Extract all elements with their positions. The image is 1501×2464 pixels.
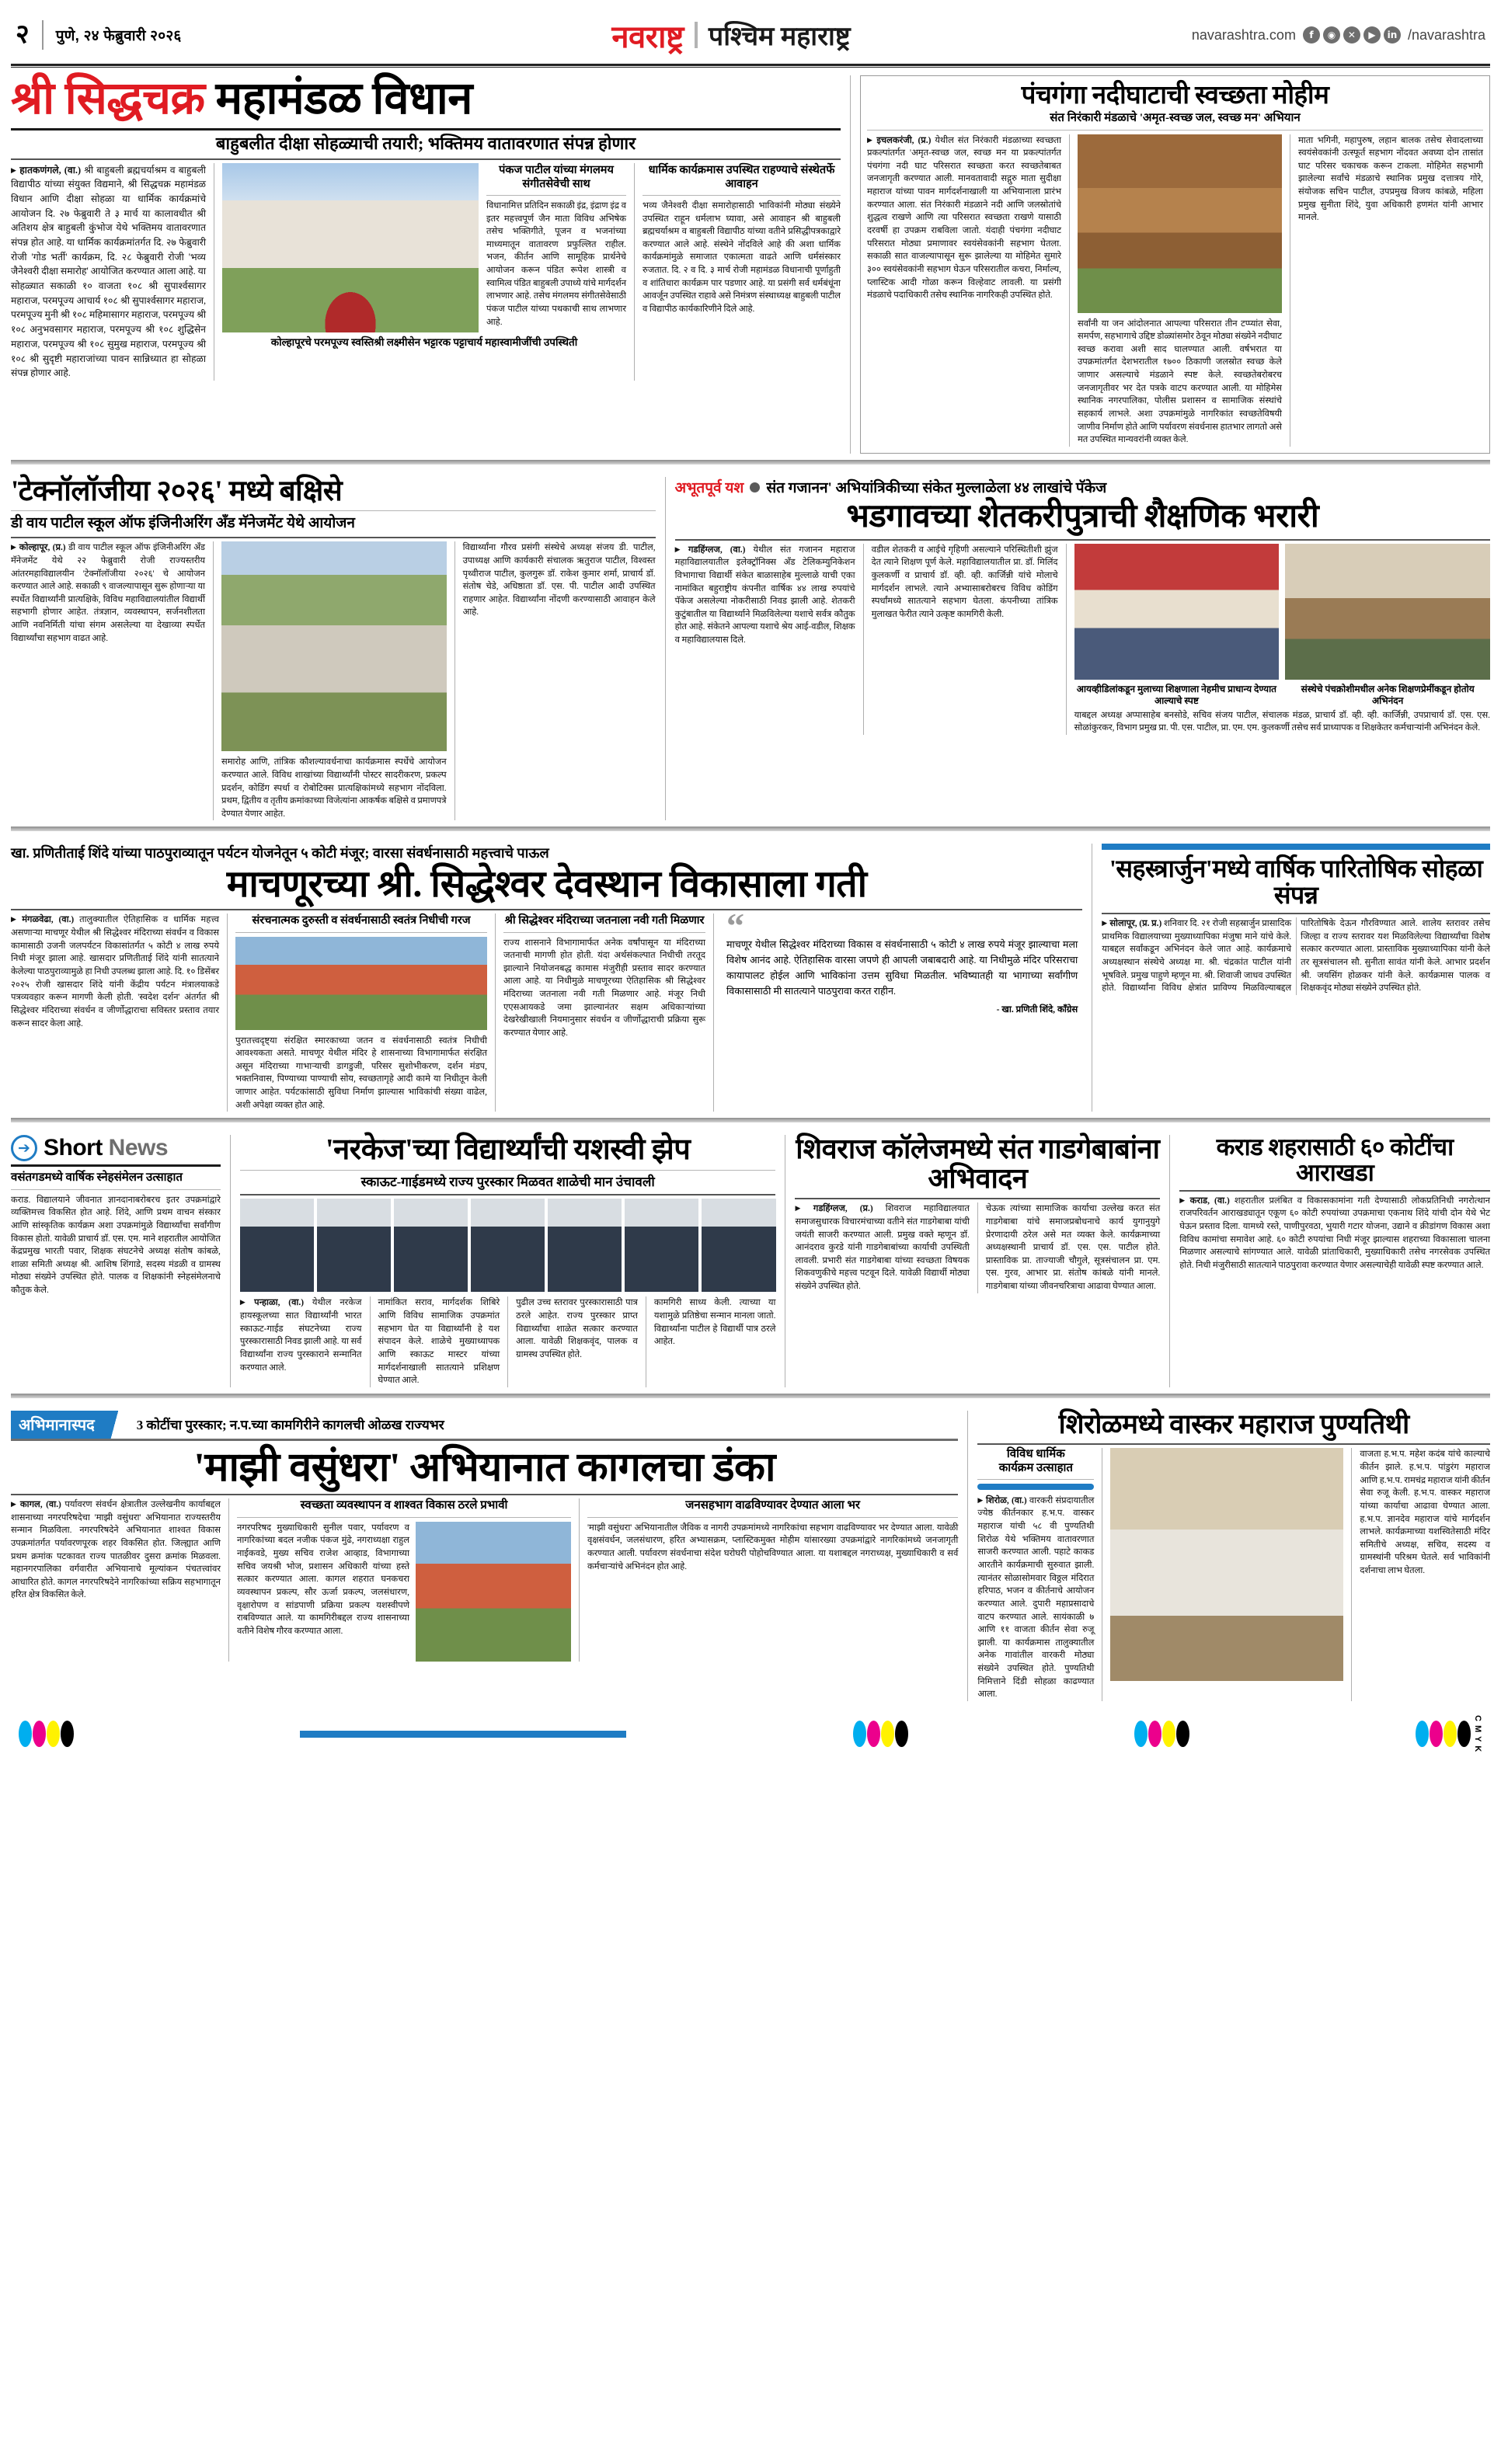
student-portrait [548,1199,622,1292]
reg-magenta [33,1721,46,1747]
sahasrarjun-story [1102,844,1490,1112]
student-portrait [317,1199,391,1292]
shirol-col2-body: वाजता ह.भ.प. महेश कदंब यांचे काल्याचे कीर्तन झाले. ह.भ.प. पांडुरंग महाराज आणि ह.भ.प. रामचंद्र महाराज यांनी कीर्तन सेवा रुजू केली. ह.भ.प. वास्कर महाराज यांच्या कार्याचा आढावा घेण्यात आला. ह.भ.प. ज्ञानदेव महाराज यांचे मार्गदर्शन लाभले. कार्यक्रमाच्या यशस्वितेसाठी मंदिर समितीचे अध्यक्ष, सचिव, सदस्य व ग्रामस्थांनी परिश्रम घेतले. सर्व भाविकांनी दर्शनाचा लाभ घेतला. [1360,1450,1490,1576]
vasundhara-badge-row [11,1411,958,1441]
shortnews-block [11,1135,221,1387]
panchganga-col3-body: माता भगिनी, महापुरुष, लहान बालक तसेच सेवादलाच्या स्वयंसेवकांनी उत्स्फूर्त सहभाग नोंदवत अवघ्या दोन तासांत घाट परिसर चकाचक करून टाकला. मोहिमेत सहभागी झालेल्या सर्वांचे मंडळाचे स्थानिक प्रमुख दत्तात्रय गोरे, संयोजक सचिन पाटील, उपप्रमुख विजय कांबळे, महिला प्रमुख सुनीता शिंदे, युवा अधिकारी हणमंत यांनी आभार मानले. [1298,135,1483,223]
tech-subhead: डी वाय पाटील स्कूल ऑफ इंजिनीअरिंग अँड मॅनेजमेंट येथे आयोजन [11,515,355,532]
linkedin-icon[interactable]: in [1384,26,1401,44]
tech-dateline: ▶ कोल्हापूर, (प्र.) [11,543,66,552]
lead-photo-caption: कोल्हापूरचे परमपूज्य स्वस्तिश्री लक्ष्मीसेन भट्टारक पट्टाचार्य महास्वामीजींची उपस्थिती [270,336,578,348]
bhadgaon-col1-text [675,544,855,647]
narkej-subhead: स्काऊट-गाईडमध्ये राज्य पुरस्कार मिळवत शाळेची मान उंचावली [360,1174,655,1189]
lead-col3-body: भव्य जैनेश्वरी दीक्षा समारोहासाठी भाविकांनी मोठ्या संख्येने उपस्थित राहून धर्मलाभ घ्यावा, असे आवाहन श्री बाहुबली ब्रह्मचर्याश्रम व बाहुबली विद्यापीठ यांच्या वतीने प्रसिद्धीपत्रकाद्वारे करण्यात आले आहे. संस्थेने नोंदविले आहे की अशा धार्मिक कार्यक्रमांमुळे समाजात एकात्मता वाढते आणि धर्मसंस्कार रुजतात. दि. २ व दि. ३ मार्च रोजी महामंडळ विधानाची पूर्णाहुती व शांतिधारा कार्यक्रम पार पडणार आहे. या प्रसंगी सर्व धर्मबंधूंना आवर्जून उपस्थित राहावे असे निमंत्रण संस्थाध्यक्ष बाहुबली पाटील व विद्यापीठ कार्यकारिणीने दिले आहे. [643,200,841,314]
lead-subhead: बाहुबलीत दीक्षा सोहळ्याची तयारी; भक्तिमय वातावरणात संपन्न होणार [215,134,636,154]
student-portrait [240,1199,314,1292]
masthead-left [16,20,342,50]
band-two [11,469,1490,821]
shivraj-col2-body: चेऊक त्यांच्या सामाजिक कार्याचा उल्लेख करत संत गाडगेबाबा यांचे समाजप्रबोधनाचे कार्य युगानुयुगे प्रेरणादायी ठरेल असे मत व्यक्त केले. कार्यक्रमाच्या अध्यक्षस्थानी प्राचार्य डॉ. एस. एस. पाटील होते. प्रास्ताविक प्रा. ताज्याजी चौगुले, सूत्रसंचालन प्रा. एम. एस. गुरव, आभार प्रा. संतोष कांबळे यांनी मानले. गाडगेबाबा यांच्या जीवनचरित्राचा आढावा घेण्यात आला. [985,1204,1161,1292]
reg-black [895,1721,908,1747]
reg-yellow [881,1721,894,1747]
narkej-portraits [240,1199,776,1292]
student-portrait [702,1199,775,1292]
shortnews-label-1: Short [44,1135,103,1161]
vasundhara-col-3 [587,1498,958,1662]
machnur-col-2 [235,914,487,1112]
social-handle[interactable]: /navarashtra [1407,26,1485,43]
machnur-kicker: खा. प्रणितीताई शिंदे यांच्या पाठपुराव्यातून पर्यटन योजनेतून ५ कोटी मंजूर; वारसा संवर्धनासाठी महत्त्वाचे पाऊल [11,845,549,861]
narkej-col1-body: येथील नरकेज हायस्कूलच्या सात विद्यार्थ्यांनी भारत स्काऊट-गाईड संघटनेच्या राज्य पुरस्कारासाठी निवड झाली आहे. या सर्व विद्यार्थ्यांना राज्य पुरस्काराने सन्मानित करण्यात आले. [239,1298,362,1373]
panchganga-col1-body: येथील संत निरंकारी मंडळाच्या स्वच्छता प्रकल्पांतर्गत 'अमृत-स्वच्छ जल, स्वच्छ मन या प्रकल्पांतर्गत पंचगंगा नदी घाट परिसरात स्वच्छता करत स्वच्छतेबाबत जनजागृती करण्यात आली. मानवतावादी सद्गुरु माता सुदीक्षा महाराज यांच्या पावन मार्गदर्शनाखाली या अभियानाला प्रारंभ करण्यात आला. संत निरंकारी मंडळाने नदी आणि जलस्रोतांचे शुद्धत्व राखणे आणि त्या परिसरात स्वच्छता राखणे यासाठी दरवर्षी हा उपक्रम राबविला जातो. यंदाही पंचगंगा नदीघाट परिसरात मोठ्या प्रमाणावर स्वयंसेवकांनी सहभाग घेतला. सकाळी सात वाजल्यापासून सुरू झालेल्या या मोहिमेत सुमारे ३०० स्वयंसेवकांनी सहभाग घेऊन परिसरातील कचरा, निर्माल्य, प्लास्टिक आदी गोळा करून विल्हेवाट लावली. या प्रसंगी मंडळाचे पदाधिकारी तसेच स्थानिक नागरिकही उपस्थित होते. [867,135,1061,301]
bhadgaon-caption-left: आयव्हीडिलांकडून मुलाच्या शिक्षणाला नेहमीच प्राधान्य देण्यात आल्याचे स्पष्ट [1076,683,1277,706]
student-portrait [394,1199,468,1292]
machnur-col3-body: राज्य शासनाने विभागामार्फत अनेक वर्षांपासून या मंदिराच्या जतनाची मागणी होत होती. यंदा अर्थसंकल्पात निधीची तरतूद झाल्याने नियोजनबद्ध कामास मंजुरीही प्रस्ताव सादर करण्यात आला आहे. या निधीमुळे माचणूरच्या ऐतिहासिक श्री सिद्धेश्वर मंदिराच्या जतनाला नवी गती मिळणार आहे. मंजूर निधी एएसआयकडे जमा झाल्यानंतर सक्षम अधिकाऱ्यांच्या देखरेखीखाली नियमानुसार संवर्धन व जीर्णोद्धाराची प्रक्रिया सुरू करण्यात येणार आहे. [503,938,705,1038]
reg-magenta [1430,1721,1443,1747]
sahasrarjun-body-text: शनिवार दि. २१ रोजी सहस्रार्जुन प्रासादिक प्राथमिक विद्यालयाच्या मुख्याध्यापिका मंजुषा माने यांचे केले. याबद्दल सर्वांकडून अभिनंदन केले जात आहे. कार्यक्रमाचे अध्यक्षस्थान संस्थेचे अध्यक्ष मा. श्री. चंद्रकांत पाटील यांनी भूषविले. प्रमुख पाहुणे म्हणून मा. श्री. शिवाजी जाधव उपस्थित होते. विद्यार्थ्यांना विविध क्षेत्रांत प्राविण्य मिळविल्याबद्दल पारितोषिके देऊन गौरविण्यात आले. शालेय स्तरावर तसेच जिल्हा व राज्य स्तरावर यश मिळविलेल्या विद्यार्थ्यांचा विशेष सत्कार करण्यात आला. प्रास्ताविक मुख्याध्यापिका यांनी केले तर सूत्रसंचालन सौ. सुनीता सावंत यांनी केले. आभार प्रदर्शन श्री. जयसिंग होळकर यांनी केले. कार्यक्रमास पालक व शिक्षकवृंद मोठ्या संख्येने उपस्थित होते. [1102,919,1490,994]
band-divider-3 [11,1118,1490,1122]
lead-col-3 [643,163,841,381]
narkej-dateline: ▶ पन्हाळा, (वा.) [240,1298,304,1307]
shirol-photo-col [1110,1448,1343,1701]
tech-col2-body: समारोह आणि, तांत्रिक कौशल्यावर्धनाचा कार्यक्रमास स्पर्धेचे आयोजन करण्यात आले. विविध शाखांच्या विद्यार्थ्यांनी पोस्टर सादरीकरण, प्रकल्प प्रदर्शन, कोडिंग स्पर्धा व रोबोटिक्स प्रात्यक्षिकांमध्ये सहभाग नोंदविला. प्रथम, द्वितीय व तृतीय क्रमांकाच्या विजेत्यांना आकर्षक बक्षिसे व प्रमाणपत्रे देण्यात येणार आहेत. [221,757,447,819]
vasundhara-col3-heading: जनसहभाग वाढविण्यावर देण्यात आला भर [685,1498,861,1512]
registration-mark [19,1721,74,1747]
shivraj-col-2 [986,1202,1160,1293]
narkej-col-3 [516,1296,638,1387]
karad-body [1179,1195,1490,1272]
shivraj-headline: शिवराज कॉलेजमध्ये संत गाडगेबाबांना अभिवादन [796,1133,1160,1194]
machnur-headline: माचणूरच्या श्री. सिद्धेश्वर देवस्थान विकासाला गती [226,864,867,906]
bhadgaon-photos [1074,544,1490,735]
reg-magenta [1148,1721,1161,1747]
panchganga-col2-body: सर्वांनी या जन आंदोलनात आपल्या परिसरात तीन टप्प्यांत सेवा, समर्पण, सहभागाचे उद्दिष्ट डोळ्यांसमोर ठेवून मोठ्या संख्येने नदीघाट स्वच्छ करावा अशी साद घालण्यात आली. वर्षभरात या उपक्रमांतर्गत देशभरातील १७०० ठिकाणी जलस्रोत स्वच्छ केले जाणार असल्याचे मंडळाने स्पष्ट केले. स्वच्छतेबरोबरच जनजागृतीवर भर देत पत्रके वाटप करण्यात आली. या मोहिमेस स्थानिक नगरपालिका, पोलीस प्रशासन व सामाजिक संस्थांचे सहकार्य लाभले. अशा उपक्रमांमुळे नागरिकांत स्वच्छतेविषयी जाणीव निर्माण होते आणि पर्यावरण संवर्धनास हातभार लागतो असे मत उपस्थित मान्यवरांनी व्यक्त केले. [1078,318,1282,445]
panchganga-col-3 [1298,134,1483,447]
sahasrarjun-body [1102,917,1490,995]
karad-body-text: शहरातील प्रलंबित व विकासकामांना गती देण्यासाठी लोकप्रतिनिधी नगरोत्थान राजपरिवर्तन आराखड्यातून एकूण ६० कोटी रुपयांच्या उपक्रमाचा एकनाथ शिंदे यांची दोन येथे भेट घेऊन प्रस्ताव दिला. यामध्ये रस्ते, पाणीपुरवठा, भुयारी गटार योजना, उद्याने व क्रीडांगण विकास अशा विविध कामांचा समावेश आहे. ६० कोटी रुपयांचा निधी मंजूर झाल्यास शहराच्या विकासाला चालना मिळणार असल्याचे सांगण्यात आले. यावेळी प्रांताधिकारी, मुख्याधिकारी तसेच नगरसेवक उपस्थित होते. निधी मंजुरीसाठी सातत्याने पाठपुरावा करण्यात येणार असल्याचेही यावेळी स्पष्ट करण्यात आले. [1179,1195,1491,1271]
vasundhara-photo-arch [416,1522,571,1662]
bhadgaon-col2-body: वडील शेतकरी व आईचे गृहिणी असल्याने परिस्थितीशी झुंज देत त्याने शिक्षण पूर्ण केले. महाविद्यालयातील प्रा. डॉ. मिलिंद कुलकर्णी व प्राचार्य डॉ. व्ही. व्ही. कार्जिन्नी यांचे मोलाचे मार्गदर्शन लाभले. त्याने अभ्यासाबरोबरच विविध कोडिंग स्पर्धांमध्ये सातत्याने सहभाग घेतला. कंपनीच्या तांत्रिक मुलाखत फेरीत त्याने उत्कृष्ट कामगिरी केली. [871,545,1058,619]
tech-story [11,477,656,821]
reg-black [1457,1721,1471,1747]
shirol-subhead-col [977,1448,1094,1701]
sahasrarjun-headline: 'सहस्त्रार्जुन'मध्ये वार्षिक पारितोषिक सोहळा संपन्न [1109,854,1483,909]
website-url[interactable]: navarashtra.com [1191,26,1296,43]
shirol-col1-text [977,1495,1094,1701]
reg-black [1176,1721,1189,1747]
panchganga-headline: पंचगंगा नदीघाटाची स्वच्छता मोहीम [1021,82,1329,110]
registration-mark [1134,1721,1189,1747]
shivraj-col-1 [795,1202,969,1293]
panchganga-dateline: ▶ इचलकरंजी, (प्र.) [867,136,931,145]
sahasrarjun-accent-bar [1102,844,1490,850]
reg-cyan [1134,1721,1148,1747]
page-number: २ [16,20,30,49]
bhadgaon-col-2 [872,544,1058,735]
lead-photo-temple [222,163,479,332]
shirol-col1-body: वारकरी संप्रदायातील ज्येष्ठ कीर्तनकार ह.भ.प. वास्कर महाराज यांची ५८ वी पुण्यतिथी शिरोळ येथे भक्तिमय वातावरणात साजरी करण्यात आली. पहाटे काकड आरतीने कार्यक्रमाची सुरुवात झाली. त्यानंतर सोळासोमवार विठ्ठल मंदिरात हरिपाठ, भजन व कीर्तनाचे आयोजन करण्यात आले. दुपारी महाप्रसादाचे वाटप करण्यात आले. सायंकाळी ७ आणि ११ वाजता कीर्तन सेवा रुजू झाली. या कार्यक्रमास तालुक्यातील अनेक गावांतील वारकरी मोठ्या संख्येने उपस्थित होते. पुण्यतिथी निमित्ताने दिंडी सोहळा काढण्यात आला. [977,1495,1095,1700]
bhadgaon-dateline: ▶ गडहिंग्लज, (वा.) [675,545,746,555]
reg-yellow [1162,1721,1175,1747]
shortnews-header [11,1135,221,1161]
machnur-col2-body: पुरातत्त्वदृष्ट्या संरक्षित स्मारकाच्या जतन व संवर्धनासाठी स्वतंत्र निधीची आवश्यकता असते. माचणूर येथील मंदिर हे शासनाच्या विभागामार्फत संरक्षित असून मंदिराच्या गाभाऱ्याची डागडुजी, परिसर सुशोभीकरण, दर्शन मंडप, भक्तनिवास, पिण्याच्या पाण्याची सोय, स्वच्छतागृहे आदी कामे या निधीतून केली जाणार आहेत. पर्यटकांसाठी सुविधा निर्माण झाल्यास भाविकांची संख्या वाढेल, अशी अपेक्षा व्यक्त होत आहे. [235,1035,487,1110]
shortnews-label-2: News [108,1135,169,1161]
tech-col-3 [463,541,656,820]
narkej-col3-body: पुढील उच्च स्तरावर पुरस्कारासाठी पात्र ठरले आहेत. राज्य पुरस्कार प्राप्त विद्यार्थ्यांचा शाळेत सत्कार करण्यात आला. यावेळी शिक्षकवृंद, पालक व ग्रामस्थ उपस्थित होते. [516,1298,638,1359]
brand-edition: पश्चिम महाराष्ट्र [708,23,851,51]
bhadgaon-col1-body: येथील संत गजानन महाराज महाविद्यालयातील इलेक्ट्रॉनिक्स अँड टेलिकम्युनिकेशन विभागाचा विद्यार्थी संकेत बाळासाहेब मुल्लाळे याची एका नामांकित बहुराष्ट्रीय कंपनीत वार्षिक ४४ लाख रुपयांचे पॅकेज असलेल्या नोकरीसाठी निवड झाली आहे. शेतकरी कुटुंबातील या विद्यार्थ्याने मिळविलेल्या यशाचे सर्वत्र कौतुक होत आहे. संकेतने आपल्या यशाचे श्रेय आई-वडील, शिक्षक व महाविद्यालयास दिले. [674,545,855,646]
vasundhara-dateline: ▶ कागल, (वा.) [11,1500,61,1509]
tech-col1-body: डी वाय पाटील स्कूल ऑफ इंजिनीअरिंग अँड मॅनेजमेंट येथे २२ फेब्रुवारी रोजी राज्यस्तरीय आंतरमहाविद्यालयीन 'टेक्नॉलॉजीया २०२६' चे आयोजन करण्यात आले आहे. सकाळी ९ वाजल्यापासून सुरू होणाऱ्या या स्पर्धेत विद्यार्थ्यांनी प्रात्यक्षिके, विविध महाविद्यालयांतील विद्यार्थी सहभागी होणार आहेत. तंत्रज्ञान, व्यवस्थापन, सर्जनशीलता आणि नवनिर्मिती यांचा संगम असलेल्या या देखाव्या स्पर्धेत विद्यार्थ्यांचा सहभाग वाढत आहे. [11,543,205,643]
instagram-icon[interactable]: ◉ [1323,26,1340,44]
facebook-icon[interactable]: f [1303,26,1320,44]
shortnews-item-title: वसंतगडमध्ये वार्षिक स्नेहसंमेलन उत्साहात [11,1171,183,1185]
badge-slant-decor [107,1411,127,1439]
masthead-divider [42,20,44,50]
narkej-col4-body: कामगिरी साध्य केली. त्याच्या या यशामुळे प्रतिष्ठेचा सन्मान मानला जातो. विद्यार्थ्यांना पाटील हे विद्यार्थी पात्र ठरले आहेत. [653,1298,776,1347]
tech-col1-text [11,541,205,645]
narkej-story [240,1135,776,1387]
tech-col-1 [11,541,205,820]
shirol-col-2 [1360,1448,1490,1701]
machnur-col1-body: तालुक्यातील ऐतिहासिक व धार्मिक महत्त्व असणाऱ्या माचणूर येथील श्री सिद्धेश्वर मंदिराच्या संवर्धन व विकास कामासाठी उजनी जलपर्यटन विकासांतर्गत ५ कोटी ४ लाख रुपये निधी मंजूर झाला आहे. खासदार प्रणितीताई शिंदे यांनी सातत्याने केलेल्या पाठपुराव्यामुळे हा निधी उपलब्ध झाला आहे. दि. १० डिसेंबर २०२५ रोजी खासदार शिंदे यांनी केंद्रीय पर्यटन मंत्रालयाकडे पत्रव्यवहार करून मागणी केली होती. 'स्वदेश दर्शन' अंतर्गत श्री सिद्धेश्वर मंदिराच्या संवर्धन व जीर्णोद्धाराचा सविस्तर प्रस्ताव तयार करून सादर केला आहे. [11,915,219,1028]
tech-col3-body: विद्यार्थ्यांना गौरव प्रसंगी संस्थेचे अध्यक्ष संजय डी. पाटील, उपाध्यक्ष आणि कार्यकारी संचालक ऋतुराज पाटील, विश्वस्त पृथ्वीराज पाटील, कुलगुरू डॉ. राकेश कुमार शर्मा, प्राचार्य डॉ. संतोष चेडे, अधिष्ठाता डॉ. एस. पी. पाटील आदी उपस्थित राहणार आहेत. विद्यार्थ्यांना नोंदणी करण्यासाठी आवाहन केले आहे. [462,543,656,618]
panchganga-box [860,75,1490,454]
shivraj-story [795,1135,1160,1387]
bhadgaon-col3-body: याबद्दल अध्यक्ष अप्पासाहेब बनसोडे, सचिव संजय पाटील, संचालक मंडळ, प्राचार्य डॉ. व्ही. व्ही. कार्जिन्नी, उपप्राचार्य डॉ. एस. एस. सोळांकुरकर, विभाग प्रमुख प्रा. पी. एस. पाटील, प्रा. एम. एम. कुलकर्णी तसेच सर्व प्राध्यापक व शिक्षकेतर कर्मचाऱ्यांनी अभिनंदन केले. [1074,710,1490,733]
machnur-quote-text: माचणूर येथील सिद्धेश्वर मंदिराच्या विकास व संवर्धनासाठी ५ कोटी ४ लाख रुपये मंजूर झाल्याचा मला विशेष आनंद आहे. ऐतिहासिक वारसा जपणे ही आपली जबाबदारी आहे. या निधीमुळे मंदिर परिसराचा कायापालट होईल आणि भाविकांना उत्तम सुविधा मिळतील. भविष्यातही या भागाच्या सर्वांगीण विकासासाठी मी सातत्याने पाठपुरावा करत राहीन. [726,938,1078,997]
machnur-col-1 [11,914,219,1112]
lead-headline-red: श्री सिद्धचक्र [11,73,205,124]
shortnews-title [44,1135,168,1161]
print-registration-footer [11,1701,1490,1760]
band-lead [11,68,1490,454]
shirol-accent-bar [977,1484,1094,1490]
masthead-brand [342,14,1120,57]
lead-col2-body: विधानामित्त प्रतिदिन सकाळी इंद्र, इंद्राण इंद्र व इतर महत्त्वपूर्ण जैन माता विविध अभिषेक तसेच भक्तिगीते, पूजन व भजनांच्या माध्यमातून वातावरण प्रफुल्लित राहील. भजन, कीर्तन आणि सामूहिक प्रार्थनेचे आयोजन करून पंडित रूपेश शास्त्री व स्वामित्व पंडित बाहुबली उपाध्ये यांचे मार्गदर्शन लाभणार आहे. तसेच मंगलमय संगीतसेवेसाठी पंकज पाटील यांच्या पथकाची साथ लाभणार आहे. [486,200,627,327]
footer-blue-bar [300,1731,626,1738]
student-portrait [625,1199,698,1292]
masthead-right [1120,26,1485,44]
machnur-col2-heading: संरचनात्मक दुरुस्ती व संवर्धनासाठी स्वतंत्र निधीची गरज [252,914,471,927]
lead-col-1 [11,163,206,381]
vasundhara-col1-body: पर्यावरण संवर्धन क्षेत्रातील उल्लेखनीय कार्याबद्दल शासनाच्या नगरपरिषदेचा 'माझी वसुंधरा' अभियानात राज्यस्तरीय सन्मान मिळविला. नगरपरिषदेने अभियानात शाश्वत विकास उपक्रमांतर्गत पर्यावरणपूरक शहर विकसित होत. जिल्ह्यात आणि प्रथम क्रमांक पटकावत राज्य पातळीवर दुसरा क्रमांक मिळवला. महानगरपालिका वर्गवारीत अभियानाचे मूल्यांकन पंचतत्त्वांवर आधारित होते. कागल नगरपरिषदेने नागरिकांच्या सक्रिय सहभागातून हरित क्षेत्र विकसित केले. [11,1499,221,1600]
shivraj-col1-text [795,1202,969,1293]
lead-headline [11,75,841,122]
reg-cyan [853,1721,866,1747]
reg-yellow [47,1721,60,1747]
lead-center [222,163,626,381]
shirol-subhead-2: कार्यक्रम उत्साहात [998,1461,1073,1474]
vasundhara-kicker: 3 कोटींचा पुरस्कार; न.प.च्या कामगिरीने कागलची ओळख राज्यभर [136,1418,444,1433]
shortnews-item-body: कराड. विद्यालयाने जीवनात ज्ञानदानाबरोबरच इतर उपक्रमांद्वारे व्यक्तिमत्त्व विकसित होत आहे. शिंदे, आणि प्रथम वाचन संस्कार आणि सांस्कृतिक कार्यक्रम अशा उपक्रमांमुळे विद्यार्थ्यांचा सर्वांगीण विकास होतो. यावेळी प्राचार्य डॉ. एस. एम. माने शहरातील आयोजित केंद्रप्रमुख भारती पवार, शिक्षक संघटनेचे अध्यक्ष संतोष कांबळे, शाळा समिती अध्यक्ष श्री. आशिष शिंगाडे, सदस्य मंडळी व ग्रामस्थ मोठ्या संख्येने उपस्थित होते. पालक व शिक्षकांनी स्नेहसंमेलनाचे कौतुक केले. [11,1195,221,1296]
band-three [11,836,1490,1112]
lead-headline-black: महामंडळ विधान [215,73,472,124]
lead-dateline: ▶ हातकणंगले, (वा.) [11,165,81,176]
shivraj-dateline: ▶ गडहिंग्लज, (प्र.) [795,1204,872,1213]
lead-col1-text [11,163,206,381]
panchganga-col1-text [867,134,1061,302]
lead-col1-body: श्री बाहुबली ब्रह्मचर्याश्रम व बाहुबली विद्यापीठ यांच्या संयुक्त विद्यमाने, श्री सिद्धचक्र महामंडळ विधान आणि दीक्षा सोहळा या धार्मिक कार्यक्रमांचे आयोजन दि. २७ फेब्रुवारी ते ३ मार्च या कालावधीत श्री अतिशय क्षेत्र बाहुबली कुंभोज येथे भक्तिमय वातावरणात संपन्न होत आहे. या धार्मिक कार्यक्रमांतर्गत दि. २७ फेब्रुवारी रोजी 'गोड भर्ती' कार्यक्रम, दि. २८ फेब्रुवारी रोजी 'भव्य जैनेश्वरी दीक्षा समारोह' आयोजित करण्यात आला आहे. या सोहळ्यात सकाळी १० वाजता १०८ श्री सुपार्श्वसागर महाराज, परमपूज्य आचार्य १०८ श्री सुपार्श्वसागर महाराज, परमपूज्य मुनी श्री १०८ महिमासागर महाराज, परमपूज्य श्री १०८ अनुभवसागर महाराज, परमपूज्य श्री १०८ शुद्धिसेन महाराज, परमपूज्य श्री १०८ सुमुख महाराज, परमपूज्य श्री १०८ श्री सुदृष्टी महाराजांच्या पावन सान्निध्यात हा सोहळा संपन्न होणार आहे. [11,164,207,379]
status-badge: अभिमानास्पद [11,1411,107,1439]
band-five [11,1403,1490,1701]
narkej-col2-body: नामांकित सराव, मार्गदर्शक शिबिरे आणि विविध सामाजिक उपक्रमांत सहभाग घेत या विद्यार्थ्यांनी हे यश संपादन केले. शाळेचे मुख्याध्यापक आणि स्काऊट मास्टर यांच्या मार्गदर्शनाखाली सातत्याने प्रशिक्षण घेण्यात आले. [378,1298,500,1386]
reg-cyan [19,1721,32,1747]
tech-headline: 'टेक्नॉलॉजीया २०२६' मध्ये बक्षिसे [11,475,343,507]
x-twitter-icon[interactable]: ✕ [1343,26,1360,44]
shirol-headline: शिरोळमध्ये वास्कर महाराज पुण्यतिथी [1058,1408,1409,1439]
sahasrarjun-dateline: ▶ सोलापूर, (प्र. प्र.) [1102,919,1161,928]
shirol-dateline: ▶ शिरोळ, (वा.) [977,1496,1026,1505]
vasundhara-col1-text [11,1498,221,1602]
tech-photo-campus [221,541,447,751]
karad-headline: कराड शहरासाठी ६० कोटींचा आराखडा [1216,1133,1454,1186]
band-divider-4 [11,1394,1490,1398]
reg-yellow [1444,1721,1457,1747]
vasundhara-col2-body: नगरपरिषद मुख्याधिकारी सुनील पवार, पर्यावरण व नागरिकांच्या बदल नजीक पंकज मुंढे, नगराध्यक्षा राहुल नाईकवडे, मुख्य सचिव राजेश आव्हाड, विभागाच्या सचिव जयश्री भोज, प्रशासन अधिकारी यांच्या हस्ते सत्कार करण्यात आला. कागल शहरात घनकचरा व्यवस्थापन प्रकल्प, सौर ऊर्जा प्रकल्प, जलसंधारण, वृक्षारोपण व सांडपाणी प्रक्रिया प्रकल्प यशस्वीपणे राबविण्यात आले. या कामगिरीबद्दल राज्य शासनाच्या वतीने विशेष गौरव करण्यात आला. [237,1523,409,1636]
karad-story [1179,1135,1490,1387]
band-divider-2 [11,827,1490,831]
reg-magenta [867,1721,880,1747]
panchganga-subhead: संत निरंकारी मंडळाचे 'अमृत-स्वच्छ जल, स्वच्छ मन' अभियान [1050,112,1301,125]
registration-mark [853,1721,908,1747]
registration-mark [1416,1721,1471,1747]
shirol-subhead-1: विविध धार्मिक [1006,1448,1065,1461]
lead-col3-heading: धार्मिक कार्यक्रमास उपस्थित राहण्याचे संस्थेतर्फे आवाहन [648,163,835,190]
bhadgaon-headline: भडगावच्या शेतकरीपुत्राची शैक्षणिक भरारी [846,498,1319,534]
panchganga-story [860,75,1490,454]
machnur-story [11,844,1082,1112]
youtube-icon[interactable]: ▶ [1363,26,1381,44]
machnur-col1-text [11,914,219,1030]
machnur-col-3 [503,914,705,1112]
panchganga-photo [1078,134,1282,313]
reg-black [61,1721,74,1747]
vasundhara-story [11,1411,958,1701]
bhadgaon-caption-right: संस्थेचे पंचक्रोशीमधील अनेक शिक्षणप्रेमींकडून होतोय अभिनंदन [1301,683,1475,706]
masthead [11,0,1490,59]
edition-date: पुणे, २४ फेब्रुवारी २०२६ [55,28,182,44]
machnur-quote-block [722,906,1082,1112]
machnur-col3-heading: श्री सिद्धेश्वर मंदिराच्या जतनाला नवी गती मिळणार [504,914,705,927]
vasundhara-col2-heading: स्वच्छता व्यवस्थापन व शाश्वत विकास ठरले प्रभावी [300,1498,508,1512]
vasundhara-col3-body: 'माझी वसुंधरा' अभियानातील जैविक व नागरी उपक्रमांमध्ये नागरिकांचा सहभाग वाढविण्यावर भर देण्यात आला. यावेळी वृक्षसंवर्धन, जलसंधारण, हरित अभ्यासक्रम, प्लास्टिकमुक्त मोहीम यांसारख्या उपक्रमांद्वारे नागरिकांमध्ये जनजागृती करण्यात आली. पर्यावरण संवर्धनाचा संदेश घरोघरी पोहोचविण्यात आला. या यशाबद्दल नगराध्यक्ष, मुख्याधिकारी व सर्व कर्मचाऱ्यांचे अभिनंदन होत आहे. [587,1523,959,1571]
narkej-col-4 [654,1296,776,1387]
bullet-dot-icon [750,482,760,492]
lead-story [11,75,841,454]
machnur-quote-attribution: - खा. प्रणिती शिंदे, काँग्रेस [996,1004,1078,1014]
reg-cyan [1416,1721,1429,1747]
brand-separator [695,22,698,48]
shivraj-col1-body: शिवराज महाविद्यालयात समाजसुधारक विचारमंचाच्या वतीने संत गाडगेबाबा यांची जयंती साजरी करण्यात आली. प्रमुख वक्ते म्हणून डॉ. आनंदराव कुरडे यांनी गाडगेबाबांच्या कार्याची उपस्थिती लावली. प्रभारी संत गाडगेबाबा यांच्या स्वच्छता विषयक शिकवणुकीचे महत्त्व पटवून दिले. यावेळी विद्यार्थी मोठ्या संख्येने उपस्थित होते. [795,1204,970,1292]
panchganga-photo-col [1078,134,1282,447]
bhadgaon-story [675,477,1490,821]
vasundhara-headline: 'माझी वसुंधरा' अभियानात कागलचा डंका [193,1445,775,1490]
machnur-photo-signboard [235,937,487,1030]
tech-photo-col [221,541,447,820]
cmyk-label: C M Y K [1473,1715,1482,1753]
narkej-col1-text [240,1296,362,1374]
vasundhara-col-2 [237,1498,571,1662]
shirol-story [977,1408,1490,1701]
karad-dateline: ▶ कराड, (वा.) [1179,1196,1230,1206]
narkej-col-2 [378,1296,500,1387]
lead-col-2 [486,163,626,332]
quote-mark-icon: “ [726,906,744,946]
arrow-right-icon: ➔ [11,1135,37,1161]
bhadgaon-tag: अभूतपूर्व यश [674,479,744,496]
narkej-col-1 [240,1296,362,1387]
shirol-photo-procession [1110,1448,1343,1681]
social-icons [1303,26,1401,44]
narkej-headline: 'नरकेज'च्या विद्यार्थ्यांची यशस्वी झेप [326,1133,691,1167]
vasundhara-col-1 [11,1498,221,1662]
band-divider-1 [11,460,1490,465]
bhadgaon-kicker: संत गजानन' अभियांत्रिकीच्या संकेत मुल्लाळेला ४४ लाखांचे पॅकेज [766,479,1107,496]
bhadgaon-photo-group [1074,544,1280,680]
machnur-dateline: ▶ मंगळवेढा, (वा.) [11,915,74,924]
bhadgaon-col-1 [675,544,855,735]
lead-col2-heading: पंकज पाटील यांच्या मंगलमय संगीतसेवेची साथ [499,163,614,190]
bhadgaon-photo-felicitation [1285,544,1490,680]
brand-name: नवराष्ट्र [611,19,684,54]
band-four [11,1127,1490,1387]
panchganga-col-1 [867,134,1061,447]
student-portrait [471,1199,545,1292]
